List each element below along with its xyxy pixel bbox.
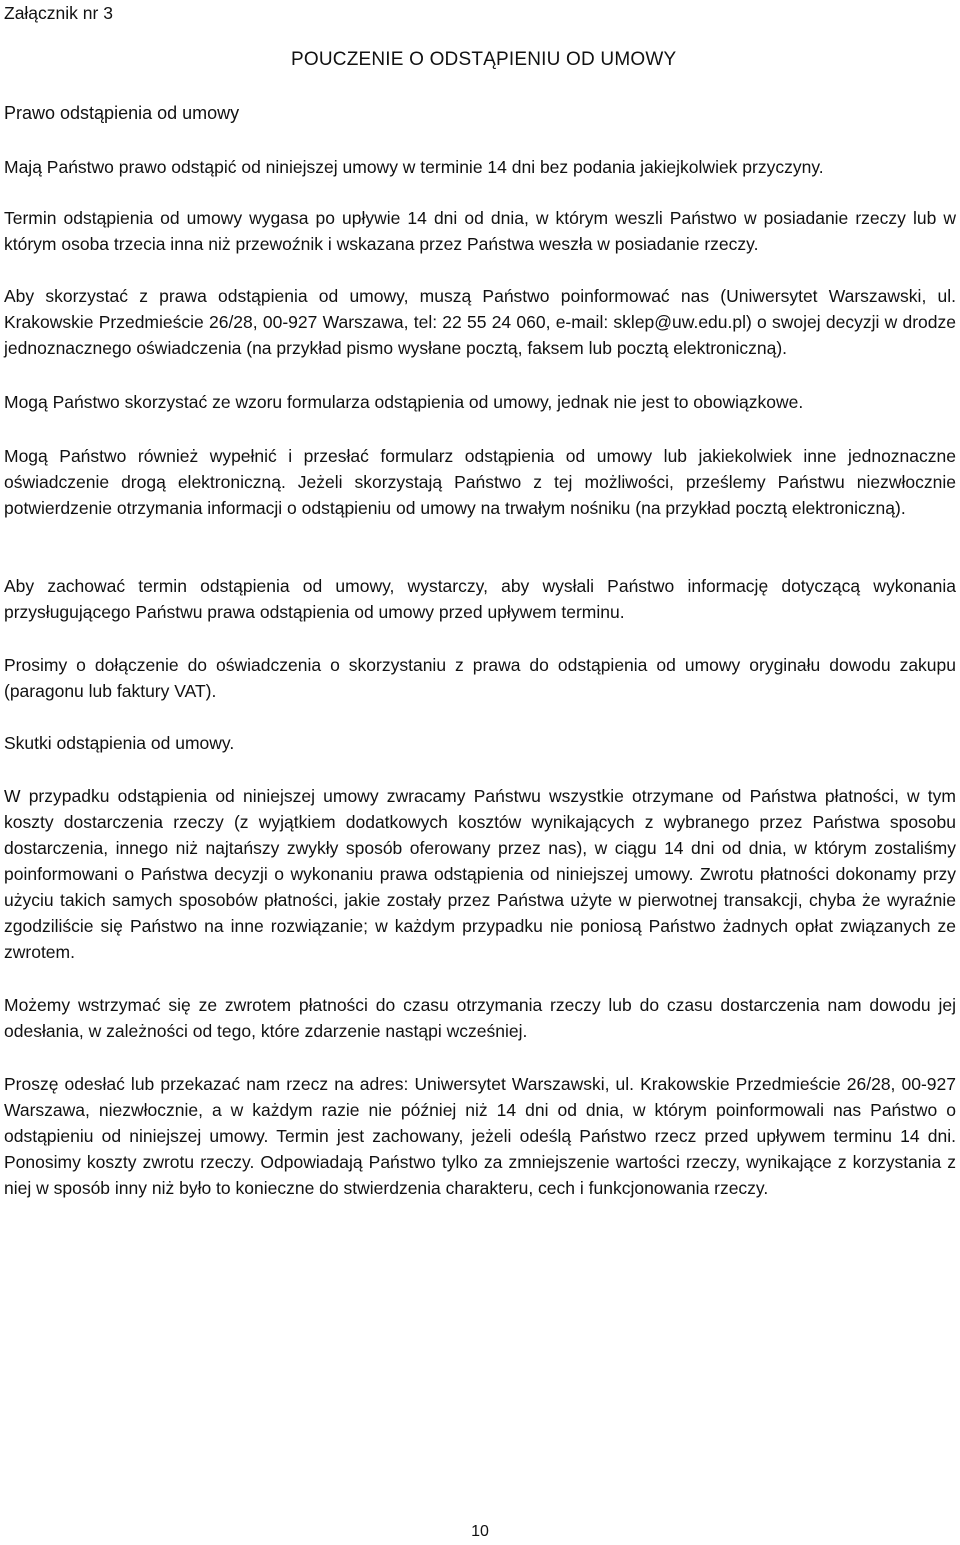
section-title-effects: Skutki odstąpienia od umowy.	[4, 733, 235, 753]
paragraph-proof-of-purchase: Prosimy o dołączenie do oświadczenia o skorzystaniu z prawa do odstąpienia od umowy oryginału dowodu zakupu (paragonu lub faktury VAT).	[4, 655, 956, 701]
paragraph-electronic-submission: Mogą Państwo również wypełnić i przesłać formularz odstąpienia od umowy lub jakiekolwiek inne jednoznaczne oświadczenie drogą elektroniczną. Jeżeli skorzystają Państwo z tej możliwości, prześlemy Państwu niezwłocznie potwierdzenie otrzymania informacji o odstąpieniu od umowy na trwałym nośniku (na przykład pocztą elektroniczną).	[4, 446, 956, 518]
annex-label: Załącznik nr 3	[4, 3, 113, 23]
paragraph-how-to-withdraw: Aby skorzystać z prawa odstąpienia od umowy, muszą Państwo poinformować nas (Uniwersytet Warszawski, ul. Krakowskie Przedmieście 26/28, 00-927 Warszawa, tel: 22 55 24 060, e-mail: sklep@uw.edu.pl) o swojej decyzji w drodze jednoznacznego oświadczenia (na przykład pismo wysłane pocztą, faksem lub pocztą elektroniczną).	[4, 286, 956, 358]
paragraph-withdrawal-deadline: Termin odstąpienia od umowy wygasa po upływie 14 dni od dnia, w którym weszli Państwo w posiadanie rzeczy lub w którym osoba trzecia inna niż przewoźnik i wskazana przez Państwa weszła w posiadanie rzeczy.	[4, 208, 956, 254]
document-title: POUCZENIE O ODSTĄPIENIU OD UMOWY	[291, 49, 677, 70]
section-title-right-of-withdrawal: Prawo odstąpienia od umowy	[4, 103, 240, 123]
paragraph-withhold-refund: Możemy wstrzymać się ze zwrotem płatności do czasu otrzymania rzeczy lub do czasu dostarczenia nam dowodu jej odesłania, w zależności od tego, które zdarzenie nastąpi wcześniej.	[4, 995, 956, 1041]
page-number: 10	[471, 1523, 489, 1540]
paragraph-right-to-withdraw: Mają Państwo prawo odstąpić od niniejszej umowy w terminie 14 dni bez podania jakiejkolwiek przyczyny.	[4, 157, 824, 177]
paragraph-form-template: Mogą Państwo skorzystać ze wzoru formularza odstąpienia od umowy, jednak nie jest to obowiązkowe.	[4, 392, 804, 412]
paragraph-return-address: Proszę odesłać lub przekazać nam rzecz na adres: Uniwersytet Warszawski, ul. Krakowskie Przedmieście 26/28, 00-927 Warszawa, niezwłocznie, a w każdym razie nie później niż 14 dni od dnia, w którym poinformowali nas Państwo o odstąpieniu od niniejszej umowy. Termin jest zachowany, jeżeli odeślą Państwo rzecz przed upływem terminu 14 dni. Ponosimy koszty zwrotu rzeczy. Odpowiadają Państwo tylko za zmniejszenie wartości rzeczy, wynikające z korzystania z niej w sposób inny niż było to konieczne do stwierdzenia charakteru, cech i funkcjonowania rzeczy.	[4, 1074, 956, 1198]
paragraph-keep-deadline: Aby zachować termin odstąpienia od umowy, wystarczy, aby wysłali Państwo informację dotyczącą wykonania przysługującego Państwu prawa odstąpienia od umowy przed upływem terminu.	[4, 576, 956, 622]
paragraph-refund: W przypadku odstąpienia od niniejszej umowy zwracamy Państwu wszystkie otrzymane od Państwa płatności, w tym koszty dostarczenia rzeczy (z wyjątkiem dodatkowych kosztów wynikających z wybranego przez Państwa sposobu dostarczenia, innego niż najtańszy zwykły sposób oferowany przez nas), w ciągu 14 dni od dnia, w którym zostaliśmy poinformowani o Państwa decyzji o wykonaniu prawa odstąpienia od niniejszej umowy. Zwrotu płatności dokonamy przy użyciu takich samych sposobów płatności, jakie zostały przez Państwa użyte w pierwotnej transakcji, chyba że wyraźnie zgodziliście się Państwo na inne rozwiązanie; w każdym przypadku nie poniosą Państwo żadnych opłat związanych ze zwrotem.	[4, 786, 956, 962]
